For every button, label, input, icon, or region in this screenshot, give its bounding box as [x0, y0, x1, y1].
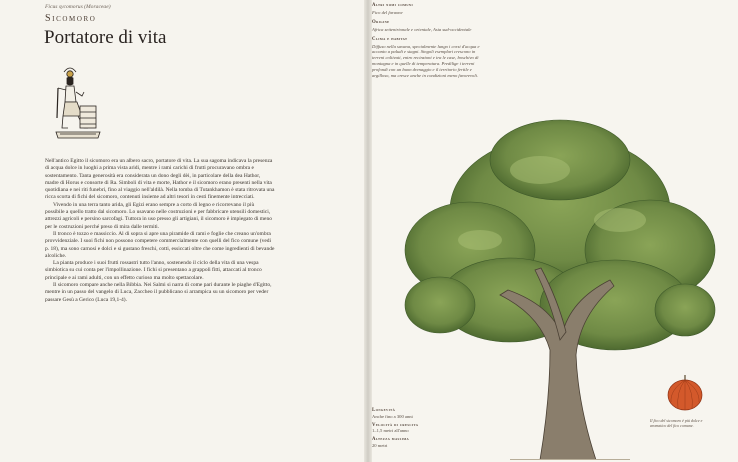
paragraph: Nell'antico Egitto il sicomoro era un albero sacro, portatore di vita. La sua sagoma indicava la presenza di acqua dolce in luoghi a prima vista aridi, mentre i rami carichi di frutti procuravano ombra e sostentamento. Tanta generosità era considerata un dono degli dèi, in particolare della dea Hathor, madre di Horus e consorte di Ra. Simboli di vita e morte, Hathor e il sicomoro erano presenti nella vita quotidiana e nei riti funebri, fino al viaggio nell'aldilà. Nella tomba di Tutankhamon è stata ritrovata una ricca scorta di fichi del sicomoro, contenuti insieme ad altri tesori in cesti finemente intrecciati.	[45, 158, 275, 201]
info-block	[372, 3, 482, 16]
stat-block	[372, 408, 482, 420]
hathor-illustration	[48, 66, 108, 144]
info-heading: Clima e habitat	[372, 36, 408, 42]
stat-block	[372, 423, 482, 435]
body-text	[45, 158, 275, 304]
stat-heading: Altezza massima	[372, 437, 410, 443]
stat-block	[372, 437, 482, 449]
fig-fruit-illustration	[666, 372, 704, 412]
stat-heading: Velocità di crescita	[372, 422, 419, 428]
paragraph: Il tronco è tozzo e massiccio. Al di sopra si apre una piramide di rami e foglie che creano un'ombra provvidenziale. I suoi fichi non possono competere commercialmente con quelli del fico comune (vedi p. 18), ma sono carnosi e dolci e si gustano freschi, cotti, essiccati oltre che come ingredienti di bevande alcoliche.	[45, 230, 275, 259]
latin-name: Ficus sycomorus (Moraceae)	[45, 4, 111, 10]
fig-caption: Il fico del sicomoro è più dolce e aromatico del fico comune.	[650, 418, 703, 428]
paragraph: Vivendo in una terra tanto arida, gli Egizi erano sempre a corto di legno e ricorrevano il più possibile a quello tratto dal sicomoro. Lo usavano nelle costruzioni e per fabbricare utensili domestici, attrezzi agricoli e persino sarcofagi. Tuttora in uso presso gli artigiani, il sicomoro è impiegato di meno per le costruzioni perché preso di mira dalle termiti.	[45, 201, 272, 230]
stat-text: Anche fino a 300 anni	[372, 413, 413, 419]
info-sidebar	[372, 3, 482, 83]
info-text: Africa settentrionale e orientale, Asia sud-occidentale	[372, 26, 472, 32]
book-gutter	[364, 0, 372, 462]
page-title: Portatore di vita	[44, 27, 167, 48]
info-text: Diffuso nella savana, specialmente lungo i corsi d'acqua e accanto a paludi e stagni. Singoli esemplari crescono in terreni coltivati, entro recinzioni e tra le case, boschivo di montagna e in quelle di temperatura. Predilige i terreni profondi con un buon drenaggio e il territorio fertile e argilloso, ma cresce anche in condizioni meno favorevoli.	[372, 43, 480, 79]
stat-heading: Longevità	[372, 408, 396, 413]
stat-text: 1–1,5 metri all'anno	[372, 428, 409, 434]
paragraph: Il sicomoro compare anche nella Bibbia. Nei Salmi si narra di come pari durante le piaghe d'Egitto, mentre in un passo del vangelo di Luca, Zaccheo il pubblicano si arrampica su un sicomoro per veder passare Gesù a Gerico (Luca 19,1-4).	[45, 282, 272, 303]
info-heading: Origine	[372, 19, 390, 25]
stats-sidebar	[372, 408, 482, 452]
info-heading: Altri nomi comuni	[372, 3, 414, 8]
stat-text: 20 metri	[372, 442, 388, 448]
common-name: Sicomoro	[45, 13, 97, 24]
info-block	[372, 37, 482, 79]
paragraph: La pianta produce i suoi frutti rossastri tutto l'anno, sostenendo il ciclo della vita di una vespa simbiotica su cui conta per l'impollinazione. I fichi si presentano a grappoli fitti, attaccati al tronco principale e ai rami adulti, con un effetto curioso ma molto spettacolare.	[45, 260, 262, 281]
info-block	[372, 20, 482, 33]
info-text: Fico del faraone	[372, 9, 403, 15]
